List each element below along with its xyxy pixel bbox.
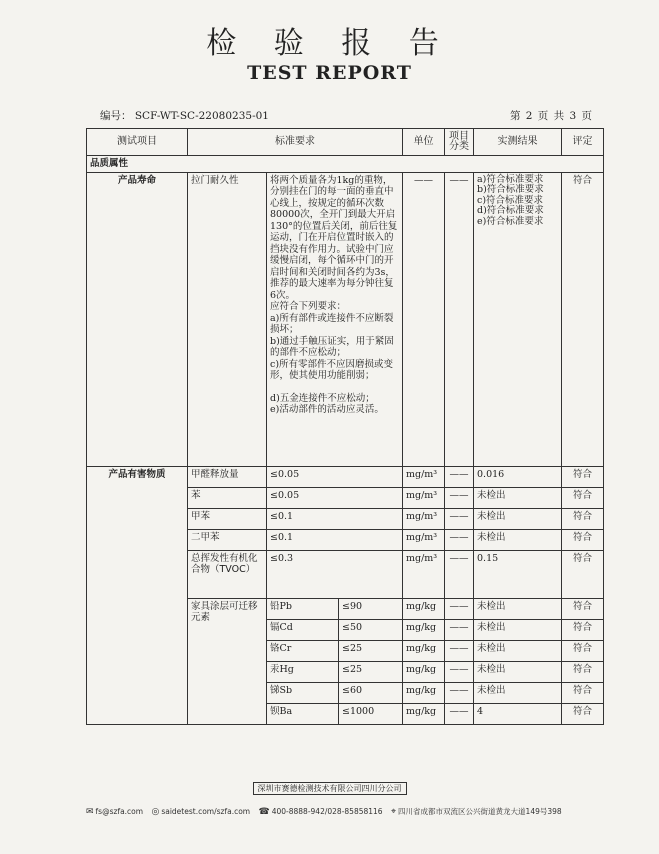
element-cell: 铬Cr xyxy=(267,640,339,661)
result-cell: 4 xyxy=(474,703,562,724)
unit-cell: mg/kg xyxy=(403,598,445,619)
class-cell: —— xyxy=(445,619,474,640)
requirement-a: a)所有部件或连接件不应断裂损坏； xyxy=(270,312,394,335)
result-cell: 未检出 xyxy=(474,619,562,640)
class-cell: —— xyxy=(445,703,474,724)
result-cell: 未检出 xyxy=(474,598,562,619)
verdict-cell: 符合 xyxy=(562,703,604,724)
element-cell: 铅Pb xyxy=(267,598,339,619)
company-stamp xyxy=(0,783,659,794)
element-cell: 镉Cd xyxy=(267,619,339,640)
limit-cell: ≤50 xyxy=(339,619,403,640)
class-cell: —— xyxy=(445,487,474,508)
requirement-e: e)活动部件的活动应灵活。 xyxy=(270,404,384,415)
report-table xyxy=(86,128,604,725)
class-cell: —— xyxy=(445,598,474,619)
result-cell: 未检出 xyxy=(474,487,562,508)
footer-address xyxy=(391,806,562,817)
section-row xyxy=(87,156,604,173)
unit-cell: mg/kg xyxy=(403,619,445,640)
element-cell: 钡Ba xyxy=(267,703,339,724)
item-name: 甲苯 xyxy=(188,508,267,529)
globe-icon: ◎ xyxy=(151,807,160,817)
limit-cell: ≤25 xyxy=(339,640,403,661)
header-unit: 单位 xyxy=(403,129,445,156)
report-title-cn: 检 验 报 告 xyxy=(206,26,453,61)
requirement-cell: ≤0.3 xyxy=(267,550,403,598)
verdict-cell: 符合 xyxy=(562,550,604,598)
limit-cell: ≤90 xyxy=(339,598,403,619)
category-life: 产品寿命 xyxy=(87,172,188,466)
result-cell: 未检出 xyxy=(474,529,562,550)
unit-cell: mg/kg xyxy=(403,703,445,724)
header-category: 项目分类 xyxy=(445,129,474,156)
result-cell: 0.016 xyxy=(474,466,562,487)
requirement-d: d)五金连接件不应松动； xyxy=(270,392,375,404)
report-number-value: SCF-WT-SC-22080235-01 xyxy=(134,110,269,122)
footer-email-text: fs@szfa.com xyxy=(95,807,144,816)
class-cell: —— xyxy=(445,466,474,487)
header-verdict: 评定 xyxy=(562,129,604,156)
class-cell: —— xyxy=(445,550,474,598)
result-line: c)符合标准要求 xyxy=(477,194,544,206)
item-name: 二甲苯 xyxy=(188,529,267,550)
result-cell: 未检出 xyxy=(474,640,562,661)
table-row xyxy=(87,466,604,487)
verdict-cell: 符合 xyxy=(562,466,604,487)
requirement-cell: ≤0.05 xyxy=(267,466,403,487)
header-item: 测试项目 xyxy=(87,129,188,156)
header-standard: 标准要求 xyxy=(188,129,403,156)
verdict-cell: 符合 xyxy=(562,682,604,703)
unit-cell: mg/kg xyxy=(403,640,445,661)
result-line: d)符合标准要求 xyxy=(477,205,544,216)
item-name: 苯 xyxy=(188,487,267,508)
unit-cell: —— xyxy=(403,172,445,466)
unit-cell: mg/kg xyxy=(403,682,445,703)
limit-cell: ≤60 xyxy=(339,682,403,703)
verdict-cell: 符合 xyxy=(562,661,604,682)
table-row xyxy=(87,172,604,466)
category-harmful: 产品有害物质 xyxy=(87,466,188,724)
result-line: b)符合标准要求 xyxy=(477,184,544,195)
limit-cell: ≤1000 xyxy=(339,703,403,724)
result-cell: 未检出 xyxy=(474,508,562,529)
verdict-cell: 符合 xyxy=(562,598,604,619)
phone-icon: ☎ xyxy=(258,807,270,817)
unit-cell: mg/m³ xyxy=(403,508,445,529)
email-icon: ✉ xyxy=(86,807,94,817)
footer-website-text: saidetest.com/szfa.com xyxy=(161,807,251,816)
class-cell: —— xyxy=(445,640,474,661)
verdict-cell: 符合 xyxy=(562,172,604,466)
result-line: a)符合标准要求 xyxy=(477,173,544,185)
verdict-cell: 符合 xyxy=(562,619,604,640)
requirement-cell: ≤0.1 xyxy=(267,529,403,550)
requirement-intro: 应符合下列要求： xyxy=(270,301,347,312)
footer-phone xyxy=(259,807,383,817)
footer-phone-text: 400-8888-942/028-85858116 xyxy=(271,807,383,816)
element-cell: 汞Hg xyxy=(267,661,339,682)
limit-cell: ≤25 xyxy=(339,661,403,682)
item-coating-elements: 家具涂层可迁移元素 xyxy=(188,598,267,724)
item-door-durability: 拉门耐久性 xyxy=(188,172,267,466)
class-cell: —— xyxy=(445,172,474,466)
verdict-cell: 符合 xyxy=(562,487,604,508)
result-cell: 未检出 xyxy=(474,661,562,682)
section-quality: 品质属性 xyxy=(87,156,604,173)
result-cell: 0.15 xyxy=(474,550,562,598)
requirement-cell: ≤0.1 xyxy=(267,508,403,529)
result-door-durability xyxy=(474,172,562,466)
verdict-cell: 符合 xyxy=(562,529,604,550)
item-name: 甲醛释放量 xyxy=(188,466,267,487)
report-number-label: 编号： xyxy=(100,110,132,122)
footer-website xyxy=(151,807,250,817)
result-cell: 未检出 xyxy=(474,682,562,703)
page-info: 第 2 页 共 3 页 xyxy=(509,110,593,122)
report-number xyxy=(100,108,269,123)
footer-address-text: 四川省成都市双流区公兴街道黄龙大道149号398 xyxy=(398,807,562,816)
requirement-main: 将两个质量各为1kg的重物，分别挂在门的每一面的垂直中心线上，按规定的循环次数80000次，全开门到最大开启130°的位置后关闭，前后往复运动，门在开启位置时嵌入的挡块没有作用力。试验中门应缓慢启闭，每个循环中门的开启时间和关闭时间各约为3s，推荐的最大速率为每分钟往复6次。 xyxy=(270,174,398,301)
element-cell: 锑Sb xyxy=(267,682,339,703)
item-name: 总挥发性有机化合物（TVOC） xyxy=(188,550,267,598)
class-cell: —— xyxy=(445,682,474,703)
unit-cell: mg/m³ xyxy=(403,529,445,550)
result-line: e)符合标准要求 xyxy=(477,215,544,227)
class-cell: —— xyxy=(445,508,474,529)
unit-cell: mg/kg xyxy=(403,661,445,682)
class-cell: —— xyxy=(445,529,474,550)
requirement-c: c)所有零部件不应因磨损或变形，使其使用功能削弱； xyxy=(270,358,394,381)
unit-cell: mg/m³ xyxy=(403,550,445,598)
requirement-door-durability xyxy=(267,172,403,466)
requirement-cell: ≤0.05 xyxy=(267,487,403,508)
class-cell: —— xyxy=(445,661,474,682)
table-header-row xyxy=(87,129,604,156)
verdict-cell: 符合 xyxy=(562,640,604,661)
unit-cell: mg/m³ xyxy=(403,487,445,508)
company-stamp-text: 深圳市赛德检测技术有限公司四川分公司 xyxy=(253,782,407,795)
verdict-cell: 符合 xyxy=(562,508,604,529)
header-result: 实测结果 xyxy=(474,129,562,156)
requirement-b: b)通过手触压证实，用于紧固的部件不应松动； xyxy=(270,335,394,358)
location-icon: ⌖ xyxy=(390,807,397,817)
report-title-en: TEST REPORT xyxy=(247,62,412,84)
unit-cell: mg/m³ xyxy=(403,466,445,487)
footer xyxy=(86,806,606,817)
footer-email xyxy=(86,807,143,817)
